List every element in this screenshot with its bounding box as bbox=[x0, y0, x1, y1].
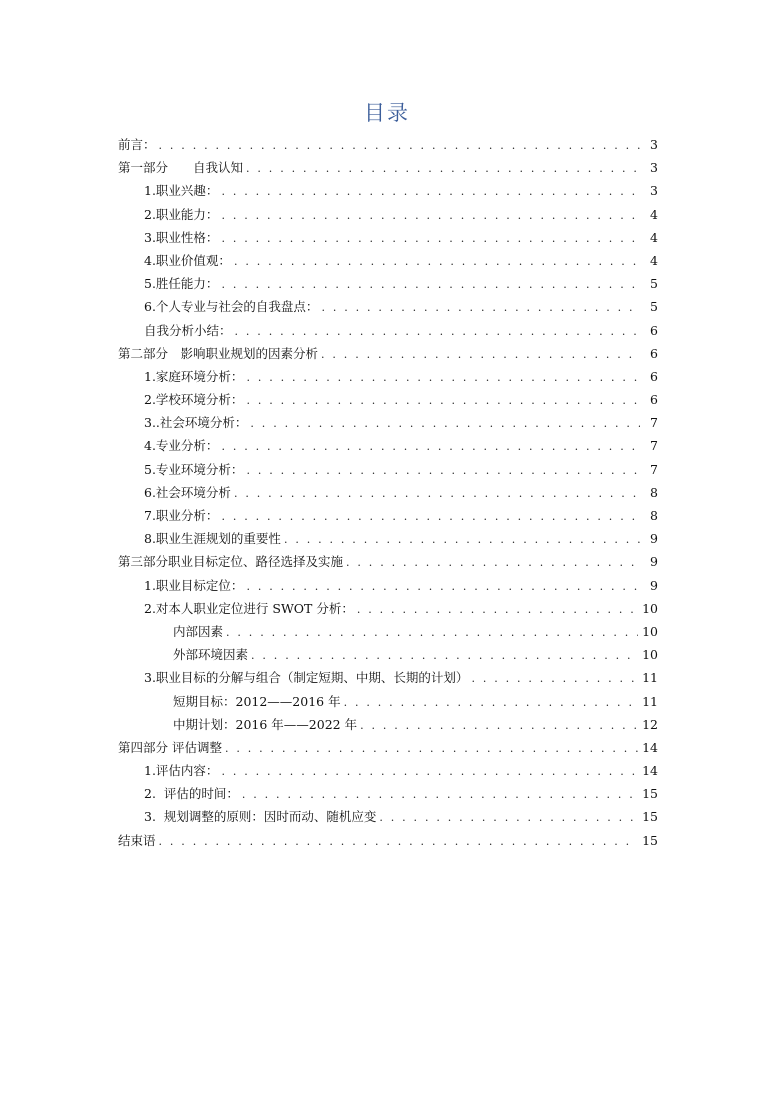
toc-page-number: 8 bbox=[650, 508, 658, 523]
toc-entry-text: 第四部分 评估调整 bbox=[118, 739, 222, 755]
toc-dot-leader bbox=[221, 435, 640, 457]
toc-list bbox=[118, 133, 658, 852]
toc-entry-text: 5.胜任能力： bbox=[144, 276, 219, 292]
toc-dot-leader bbox=[246, 366, 640, 388]
toc-entry-text: 1.职业目标定位： bbox=[144, 577, 244, 593]
toc-dot-leader bbox=[246, 459, 640, 481]
toc-entry-text: 3. 规划调整的原则：因时而动、随机应变 bbox=[144, 809, 377, 825]
toc-entry[interactable] bbox=[118, 481, 658, 504]
toc-entry[interactable] bbox=[118, 690, 658, 713]
toc-entry[interactable] bbox=[118, 597, 658, 620]
toc-entry[interactable] bbox=[118, 411, 658, 434]
toc-dot-leader bbox=[251, 644, 638, 666]
toc-page-number: 4 bbox=[650, 252, 658, 268]
toc-entry[interactable] bbox=[118, 805, 658, 828]
toc-entry-text: 1.家庭环境分析： bbox=[144, 368, 244, 384]
toc-page-number: 6 bbox=[650, 368, 658, 384]
toc-dot-leader bbox=[221, 760, 638, 782]
toc-dot-leader bbox=[226, 621, 638, 643]
toc-page-number: 14 bbox=[642, 739, 658, 755]
toc-page-number: 12 bbox=[642, 716, 658, 732]
toc-dot-leader bbox=[321, 296, 640, 318]
toc-dot-leader bbox=[471, 667, 638, 689]
toc-dot-leader bbox=[242, 783, 638, 805]
toc-entry-text: 3.职业目标的分解与组合（制定短期、中期、长期的计划） bbox=[144, 670, 469, 686]
toc-dot-leader bbox=[159, 830, 639, 852]
toc-entry[interactable] bbox=[118, 156, 658, 179]
toc-entry-text: 自我分析小结： bbox=[144, 322, 232, 338]
toc-dot-leader bbox=[234, 482, 640, 504]
toc-entry-text: 2. 评估的时间： bbox=[144, 786, 239, 802]
toc-entry-text: 8.职业生涯规划的重要性 bbox=[144, 531, 281, 547]
toc-dot-leader bbox=[221, 505, 640, 527]
toc-entry[interactable] bbox=[118, 434, 658, 457]
toc-entry[interactable] bbox=[118, 782, 658, 805]
toc-entry[interactable] bbox=[118, 574, 658, 597]
toc-page-number: 7 bbox=[650, 438, 658, 454]
toc-dot-leader bbox=[225, 737, 638, 759]
toc-dot-leader bbox=[284, 528, 640, 550]
toc-dot-leader bbox=[246, 157, 640, 179]
toc-dot-leader bbox=[321, 343, 640, 365]
toc-entry-text: 第一部分 自我认知 bbox=[118, 160, 244, 176]
toc-entry-text: 外部环境因素 bbox=[173, 647, 249, 663]
toc-entry-text: 短期目标：2012——2016 年 bbox=[173, 693, 341, 709]
toc-entry[interactable] bbox=[118, 550, 658, 573]
toc-entry-text: 2.职业能力： bbox=[144, 206, 219, 222]
toc-dot-leader bbox=[221, 204, 640, 226]
toc-dot-leader bbox=[246, 389, 640, 411]
toc-page-number: 7 bbox=[650, 461, 658, 477]
toc-entry[interactable] bbox=[118, 736, 658, 759]
toc-entry[interactable] bbox=[118, 713, 658, 736]
toc-entry[interactable] bbox=[118, 295, 658, 318]
toc-page-number: 3 bbox=[650, 137, 658, 152]
toc-entry[interactable] bbox=[118, 527, 658, 550]
toc-entry[interactable] bbox=[118, 759, 658, 782]
toc-entry-text: 6.个人专业与社会的自我盘点： bbox=[144, 299, 319, 315]
toc-page-number: 15 bbox=[642, 809, 658, 825]
toc-dot-leader bbox=[235, 320, 640, 342]
toc-entry[interactable] bbox=[118, 179, 658, 202]
toc-page-number: 15 bbox=[642, 786, 658, 802]
toc-dot-leader bbox=[234, 250, 640, 272]
toc-entry-text: 1.职业兴趣： bbox=[144, 183, 219, 199]
toc-entry[interactable] bbox=[118, 620, 658, 643]
toc-entry-text: 2.对本人职业定位进行 SWOT 分析： bbox=[144, 600, 354, 616]
toc-entry-text: 结束语 bbox=[118, 832, 156, 848]
toc-page-number: 9 bbox=[650, 554, 658, 570]
toc-dot-leader bbox=[360, 714, 638, 736]
toc-entry-text: 4.专业分析： bbox=[144, 438, 219, 454]
toc-dot-leader bbox=[250, 412, 640, 434]
toc-page-number: 9 bbox=[650, 577, 658, 593]
toc-dot-leader bbox=[379, 806, 638, 828]
toc-page-number: 10 bbox=[642, 623, 658, 639]
toc-entry-text: 5.专业环境分析： bbox=[144, 461, 244, 477]
toc-dot-leader bbox=[357, 598, 638, 620]
toc-entry[interactable] bbox=[118, 458, 658, 481]
toc-dot-leader bbox=[246, 575, 640, 597]
toc-entry[interactable] bbox=[118, 319, 658, 342]
toc-page-number: 11 bbox=[642, 670, 658, 686]
toc-page-number: 5 bbox=[650, 299, 658, 315]
toc-entry[interactable] bbox=[118, 643, 658, 666]
toc-entry[interactable] bbox=[118, 504, 658, 527]
toc-entry[interactable] bbox=[118, 365, 658, 388]
toc-page-number: 6 bbox=[650, 345, 658, 361]
toc-title: 目录 bbox=[364, 101, 410, 125]
toc-entry[interactable] bbox=[118, 226, 658, 249]
toc-entry[interactable] bbox=[118, 272, 658, 295]
toc-page-number: 6 bbox=[650, 392, 658, 408]
toc-entry[interactable] bbox=[118, 203, 658, 226]
toc-page-number: 4 bbox=[650, 206, 658, 222]
toc-entry-text: 第三部分职业目标定位、路径选择及实施 bbox=[118, 554, 344, 570]
toc-page-number: 15 bbox=[642, 832, 658, 848]
toc-entry-text: 中期计划：2016 年——2022 年 bbox=[173, 716, 358, 732]
toc-entry-text: 前言： bbox=[118, 137, 156, 152]
toc-page-number: 10 bbox=[642, 647, 658, 663]
toc-page-number: 5 bbox=[650, 276, 658, 292]
toc-page-number: 6 bbox=[650, 322, 658, 338]
toc-page-number: 7 bbox=[650, 415, 658, 431]
toc-entry[interactable] bbox=[118, 829, 658, 852]
toc-entry-text: 7.职业分析： bbox=[144, 508, 219, 523]
toc-page-number: 8 bbox=[650, 484, 658, 500]
toc-entry[interactable] bbox=[118, 133, 658, 156]
toc-page-number: 3 bbox=[650, 160, 658, 176]
toc-entry-text: 内部因素 bbox=[173, 623, 224, 639]
toc-entry[interactable] bbox=[118, 342, 658, 365]
toc-dot-leader bbox=[221, 227, 640, 249]
toc-dot-leader bbox=[221, 180, 640, 202]
toc-page-number: 11 bbox=[642, 693, 658, 709]
toc-entry-text: 1.评估内容： bbox=[144, 763, 219, 779]
toc-entry[interactable] bbox=[118, 249, 658, 272]
toc-entry-text: 第二部分 影响职业规划的因素分析 bbox=[118, 345, 319, 361]
toc-entry[interactable] bbox=[118, 388, 658, 411]
toc-dot-leader bbox=[346, 551, 640, 573]
toc-dot-leader bbox=[344, 691, 638, 713]
toc-entry-text: 3.职业性格： bbox=[144, 229, 219, 245]
toc-page-number: 9 bbox=[650, 531, 658, 547]
toc-entry-text: 6.社会环境分析 bbox=[144, 484, 231, 500]
toc-page-number: 14 bbox=[642, 763, 658, 779]
toc-dot-leader bbox=[159, 134, 640, 156]
toc-page-number: 3 bbox=[650, 183, 658, 199]
toc-entry[interactable] bbox=[118, 666, 658, 689]
toc-entry-text: 4.职业价值观： bbox=[144, 252, 231, 268]
toc-dot-leader bbox=[221, 273, 640, 295]
toc-page-number: 10 bbox=[642, 600, 658, 616]
toc-page-number: 4 bbox=[650, 229, 658, 245]
toc-entry-text: 3..社会环境分析： bbox=[144, 415, 248, 431]
toc-entry-text: 2.学校环境分析： bbox=[144, 392, 244, 408]
